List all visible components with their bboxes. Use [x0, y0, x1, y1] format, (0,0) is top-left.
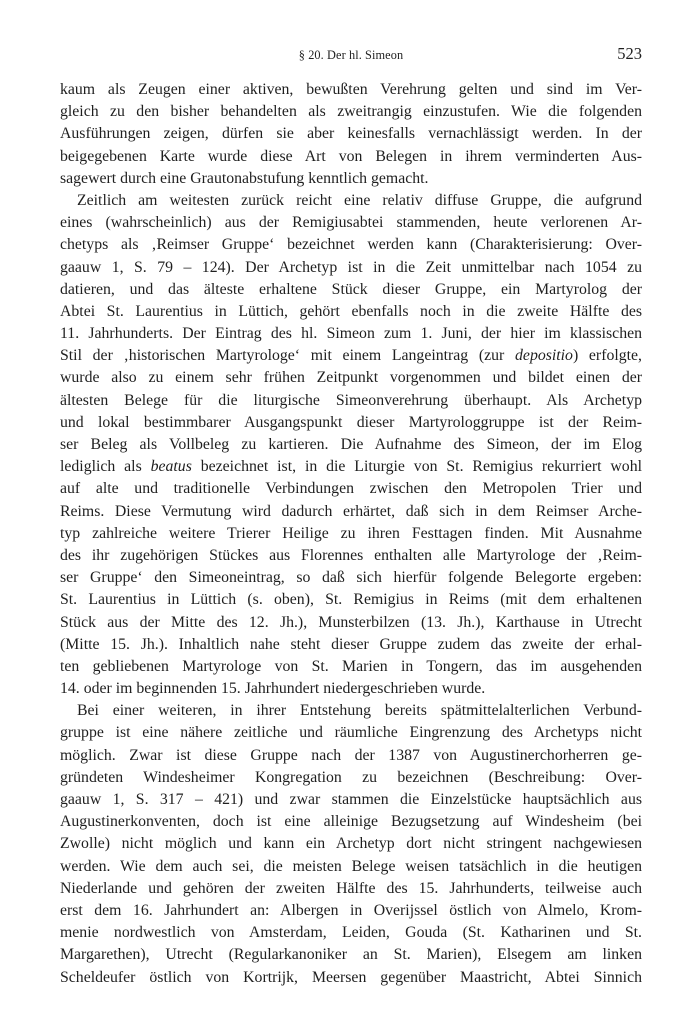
text-line: Bei einer weiteren, in ihrer Entstehung bereits spätmittelalterlichen Verbund- [77, 702, 642, 720]
text-line: gründeten Windesheimer Kongregation zu bezeichnen (Beschreibung: Over- [60, 768, 642, 786]
text-line: eines (wahrscheinlich) aus der Remigiusabtei stammenden, heute verlorenen Ar- [60, 214, 642, 232]
text-line: Ausführungen zeigen, dürfen sie aber keinesfalls vernachlässigt werden. In der [60, 125, 642, 143]
text-line: werden. Wie dem auch sei, die meisten Belege weisen tatsächlich in die heutigen [60, 857, 642, 875]
text-line: St. Laurentius in Lüttich (s. oben), St. Remigius in Reims (mit dem erhaltenen [60, 591, 642, 609]
text-line: Zwolle) nicht möglich und kann ein Archetyp dort nicht stringent nachgewiesen [60, 835, 642, 853]
text-line: des ihr zugehörigen Stückes aus Florennes enthalten alle Martyrologe der ‚Reim- [60, 546, 642, 564]
text-line: 14. oder im beginnenden 15. Jahrhundert niedergeschrieben wurde. [60, 680, 486, 698]
text-line: chetyps als ‚Reimser Gruppe‘ bezeichnet werden kann (Charakterisierung: Over- [60, 236, 642, 254]
text-line: sagewert durch eine Grautonabstufung kenntlich gemacht. [60, 169, 429, 187]
text-line: (Mitte 15. Jh.). Inhaltlich nahe steht dieser Gruppe zudem das zweite der erhal- [60, 635, 642, 653]
text-line: ser Beleg als Vollbeleg zu kartieren. Die Aufnahme des Simeon, der im Elog [60, 436, 642, 453]
text-line: auf alte und traditionelle Verbindungen zwischen den Metropolen Trier und [60, 480, 642, 498]
text-line: möglich. Zwar ist diese Gruppe nach der 1387 von Augustinerchorherren ge- [60, 746, 642, 764]
text-line: Scheldeufer östlich von Kortrijk, Meersen gegenüber Maastricht, Abtei Sinnich [60, 968, 642, 986]
page-number: 523 [617, 44, 642, 63]
text-line: typ zahlreiche weitere Trierer Heilige zu ihren Festtagen finden. Mit Ausnahme [60, 524, 642, 542]
text-line: erst dem 16. Jahrhundert an: Albergen in Overijssel östlich von Almelo, Krom- [60, 901, 642, 919]
text-line: wurde also zu einem sehr frühen Zeitpunkt vorgenommen und bildet einen der [60, 369, 642, 387]
latin-term: depositio [515, 347, 573, 365]
text-line: kaum als Zeugen einer aktiven, bewußten Verehrung gelten und sind im Ver- [60, 81, 642, 98]
text-line: Niederlande und gehören der zweiten Hälfte des 15. Jahrhunderts, teilweise auch [60, 879, 642, 897]
text-line: gleich zu den bisher behandelten als zweitrangig einzustufen. Wie die folgenden [60, 103, 642, 121]
text-line: 11. Jahrhunderts. Der Eintrag des hl. Simeon zum 1. Juni, der hier im klassischen [60, 325, 642, 343]
text-line: ältesten Belege für die liturgische Simeonverehrung überhaupt. Als Archetyp [60, 391, 642, 409]
text-line: Stil der ‚historischen Martyrologe‘ mit einem Langeintrag (zur depositio) erfolgte, [60, 347, 642, 365]
text-line: gaauw 1, S. 79 – 124). Der Archetyp ist in die Zeit unmittelbar nach 1054 zu [60, 258, 642, 276]
text-line: ten gebliebenen Martyrologe von St. Marien in Tongern, das im ausgehenden [60, 657, 642, 675]
text-line: gruppe ist eine nähere zeitliche und räumliche Eingrenzung des Archetyps nicht [60, 724, 642, 742]
text-line: Margarethen), Utrecht (Regularkanoniker an St. Marien), Elsegem am linken [60, 946, 642, 964]
text-line: Zeitlich am weitesten zurück reicht eine relativ diffuse Gruppe, die aufgrund [77, 191, 642, 209]
text-line: Augustinerkonventen, doch ist eine alleinige Bezugsetzung auf Windesheim (bei [60, 813, 642, 831]
text-line: datieren, und das älteste erhaltene Stück dieser Gruppe, ein Martyrolog der [60, 280, 642, 298]
text-line: ser Gruppe‘ den Simeoneintrag, so daß sich hierfür folgende Belegorte ergeben: [60, 569, 642, 587]
text-line: und lokal bestimmbarer Ausgangspunkt dieser Martyrologgruppe ist der Reim- [60, 413, 642, 431]
body-text [60, 79, 642, 989]
text-line: beigegebenen Karte wurde diese Art von Belegen in ihrem verminderten Aus- [60, 147, 642, 165]
text-line: Abtei St. Laurentius in Lüttich, gehört ebenfalls noch in die zweite Hälfte des [60, 302, 642, 320]
text-line: menie nordwestlich von Amsterdam, Leiden, Gouda (St. Katharinen und St. [60, 924, 642, 942]
section-title: § 20. Der hl. Simeon [298, 48, 404, 62]
text-line: Reims. Diese Vermutung wird dadurch erhärtet, daß sich in dem Reimser Arche- [60, 502, 642, 520]
text-line: Stück aus der Mitte des 12. Jh.), Munsterbilzen (13. Jh.), Karthause in Utrecht [60, 613, 642, 631]
text-line: lediglich als beatus bezeichnet ist, in die Liturgie von St. Remigius rekurriert wohl [60, 458, 642, 476]
latin-term: beatus [150, 458, 192, 476]
text-line: gaauw 1, S. 317 – 421) und zwar stammen die Einzelstücke hauptsächlich aus [60, 791, 642, 808]
running-header [60, 38, 642, 66]
